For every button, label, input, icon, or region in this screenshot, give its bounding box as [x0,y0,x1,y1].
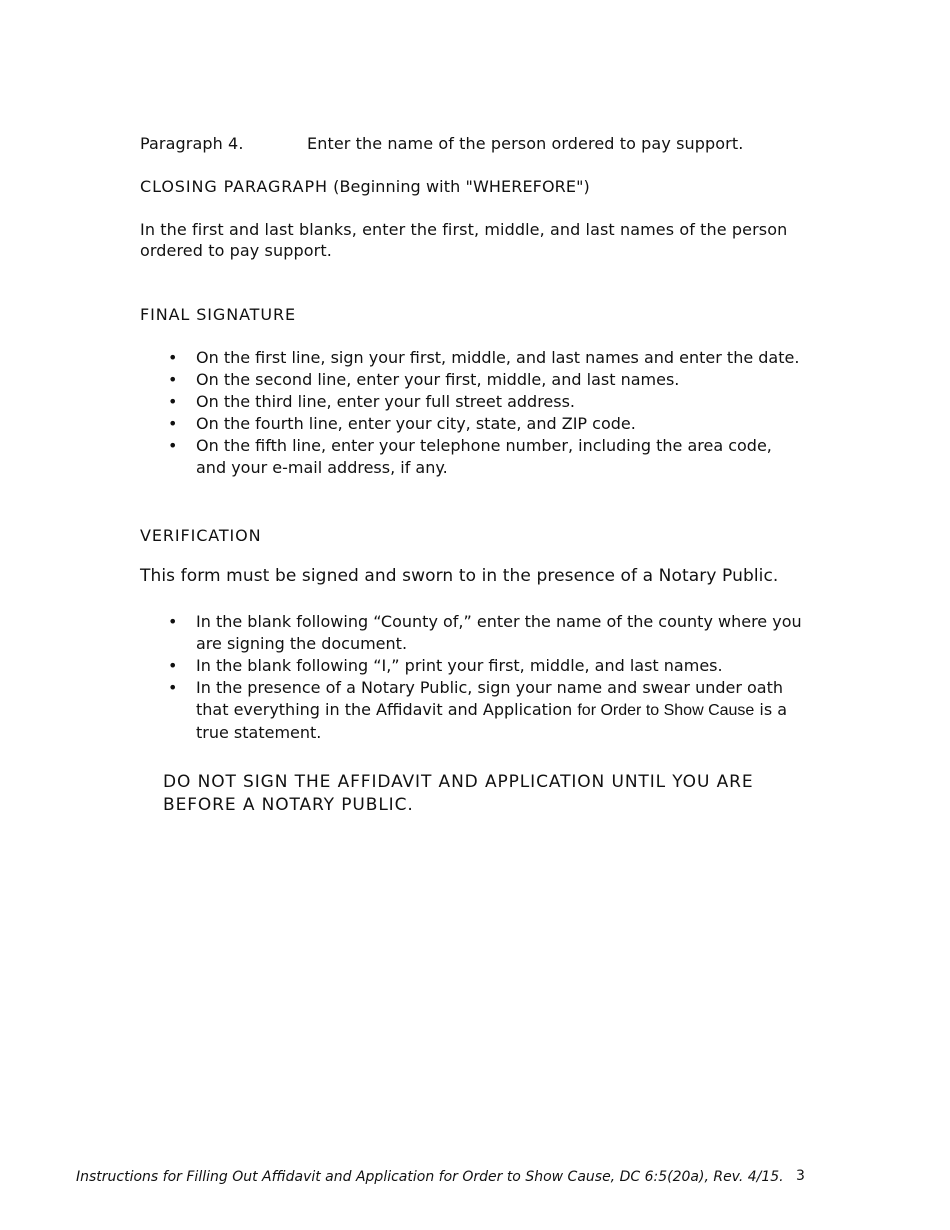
list-item: • On the third line, enter your full street address. [140,391,830,413]
list-item-line: and your e-mail address, if any. [196,458,448,477]
list-item-line: that everything in the Affidavit and Application [196,700,578,719]
list-item-line: On the fifth line, enter your telephone number, including the area code, [196,436,772,455]
final-signature-list [140,347,830,479]
closing-heading-title: CLOSING PARAGRAPH [140,177,328,196]
final-signature-heading: FINAL SIGNATURE [140,305,296,324]
warning-line: DO NOT SIGN THE AFFIDAVIT AND APPLICATION UNTIL YOU ARE [163,772,754,792]
paragraph-4-label: Paragraph 4. [140,134,244,153]
list-item-line: is a [754,700,788,719]
verification-intro: This form must be signed and sworn to in the presence of a Notary Public. [140,566,779,586]
closing-heading-note: (Beginning with "WHEREFORE") [327,177,590,196]
list-item: • On the first line, sign your first, middle, and last names and enter the date. [140,347,830,369]
list-item [140,611,830,655]
list-item-line: are signing the document. [196,634,408,653]
notary-warning [163,771,803,817]
list-item [140,677,830,744]
list-item [140,435,830,479]
verification-list [140,611,830,744]
closing-paragraph-heading [140,176,590,197]
list-item-line: true statement. [196,723,322,742]
paragraph-4-instruction: Enter the name of the person ordered to pay support. [307,134,744,153]
list-item: • On the fourth line, enter your city, state, and ZIP code. [140,413,830,435]
page-footer: Instructions for Filling Out Affidavit and Application for Order to Show Cause, DC 6:5(20a), Rev. 4/15. [76,1169,784,1185]
page-number: 3 [796,1168,805,1184]
list-item: • In the blank following “I,” print your first, middle, and last names. [140,655,830,677]
closing-paragraph-instruction: In the first and last blanks, enter the first, middle, and last names of the person ordered to pay support. [140,220,788,260]
list-item-line: In the presence of a Notary Public, sign your name and swear under oath [196,678,784,697]
list-item-line: In the blank following “County of,” enter the name of the county where you [196,612,802,631]
warning-line: BEFORE A NOTARY PUBLIC. [163,795,414,815]
verification-heading: VERIFICATION [140,526,262,545]
list-item-line: for Order to Show Cause [577,702,755,719]
list-item: • On the second line, enter your first, middle, and last names. [140,369,830,391]
